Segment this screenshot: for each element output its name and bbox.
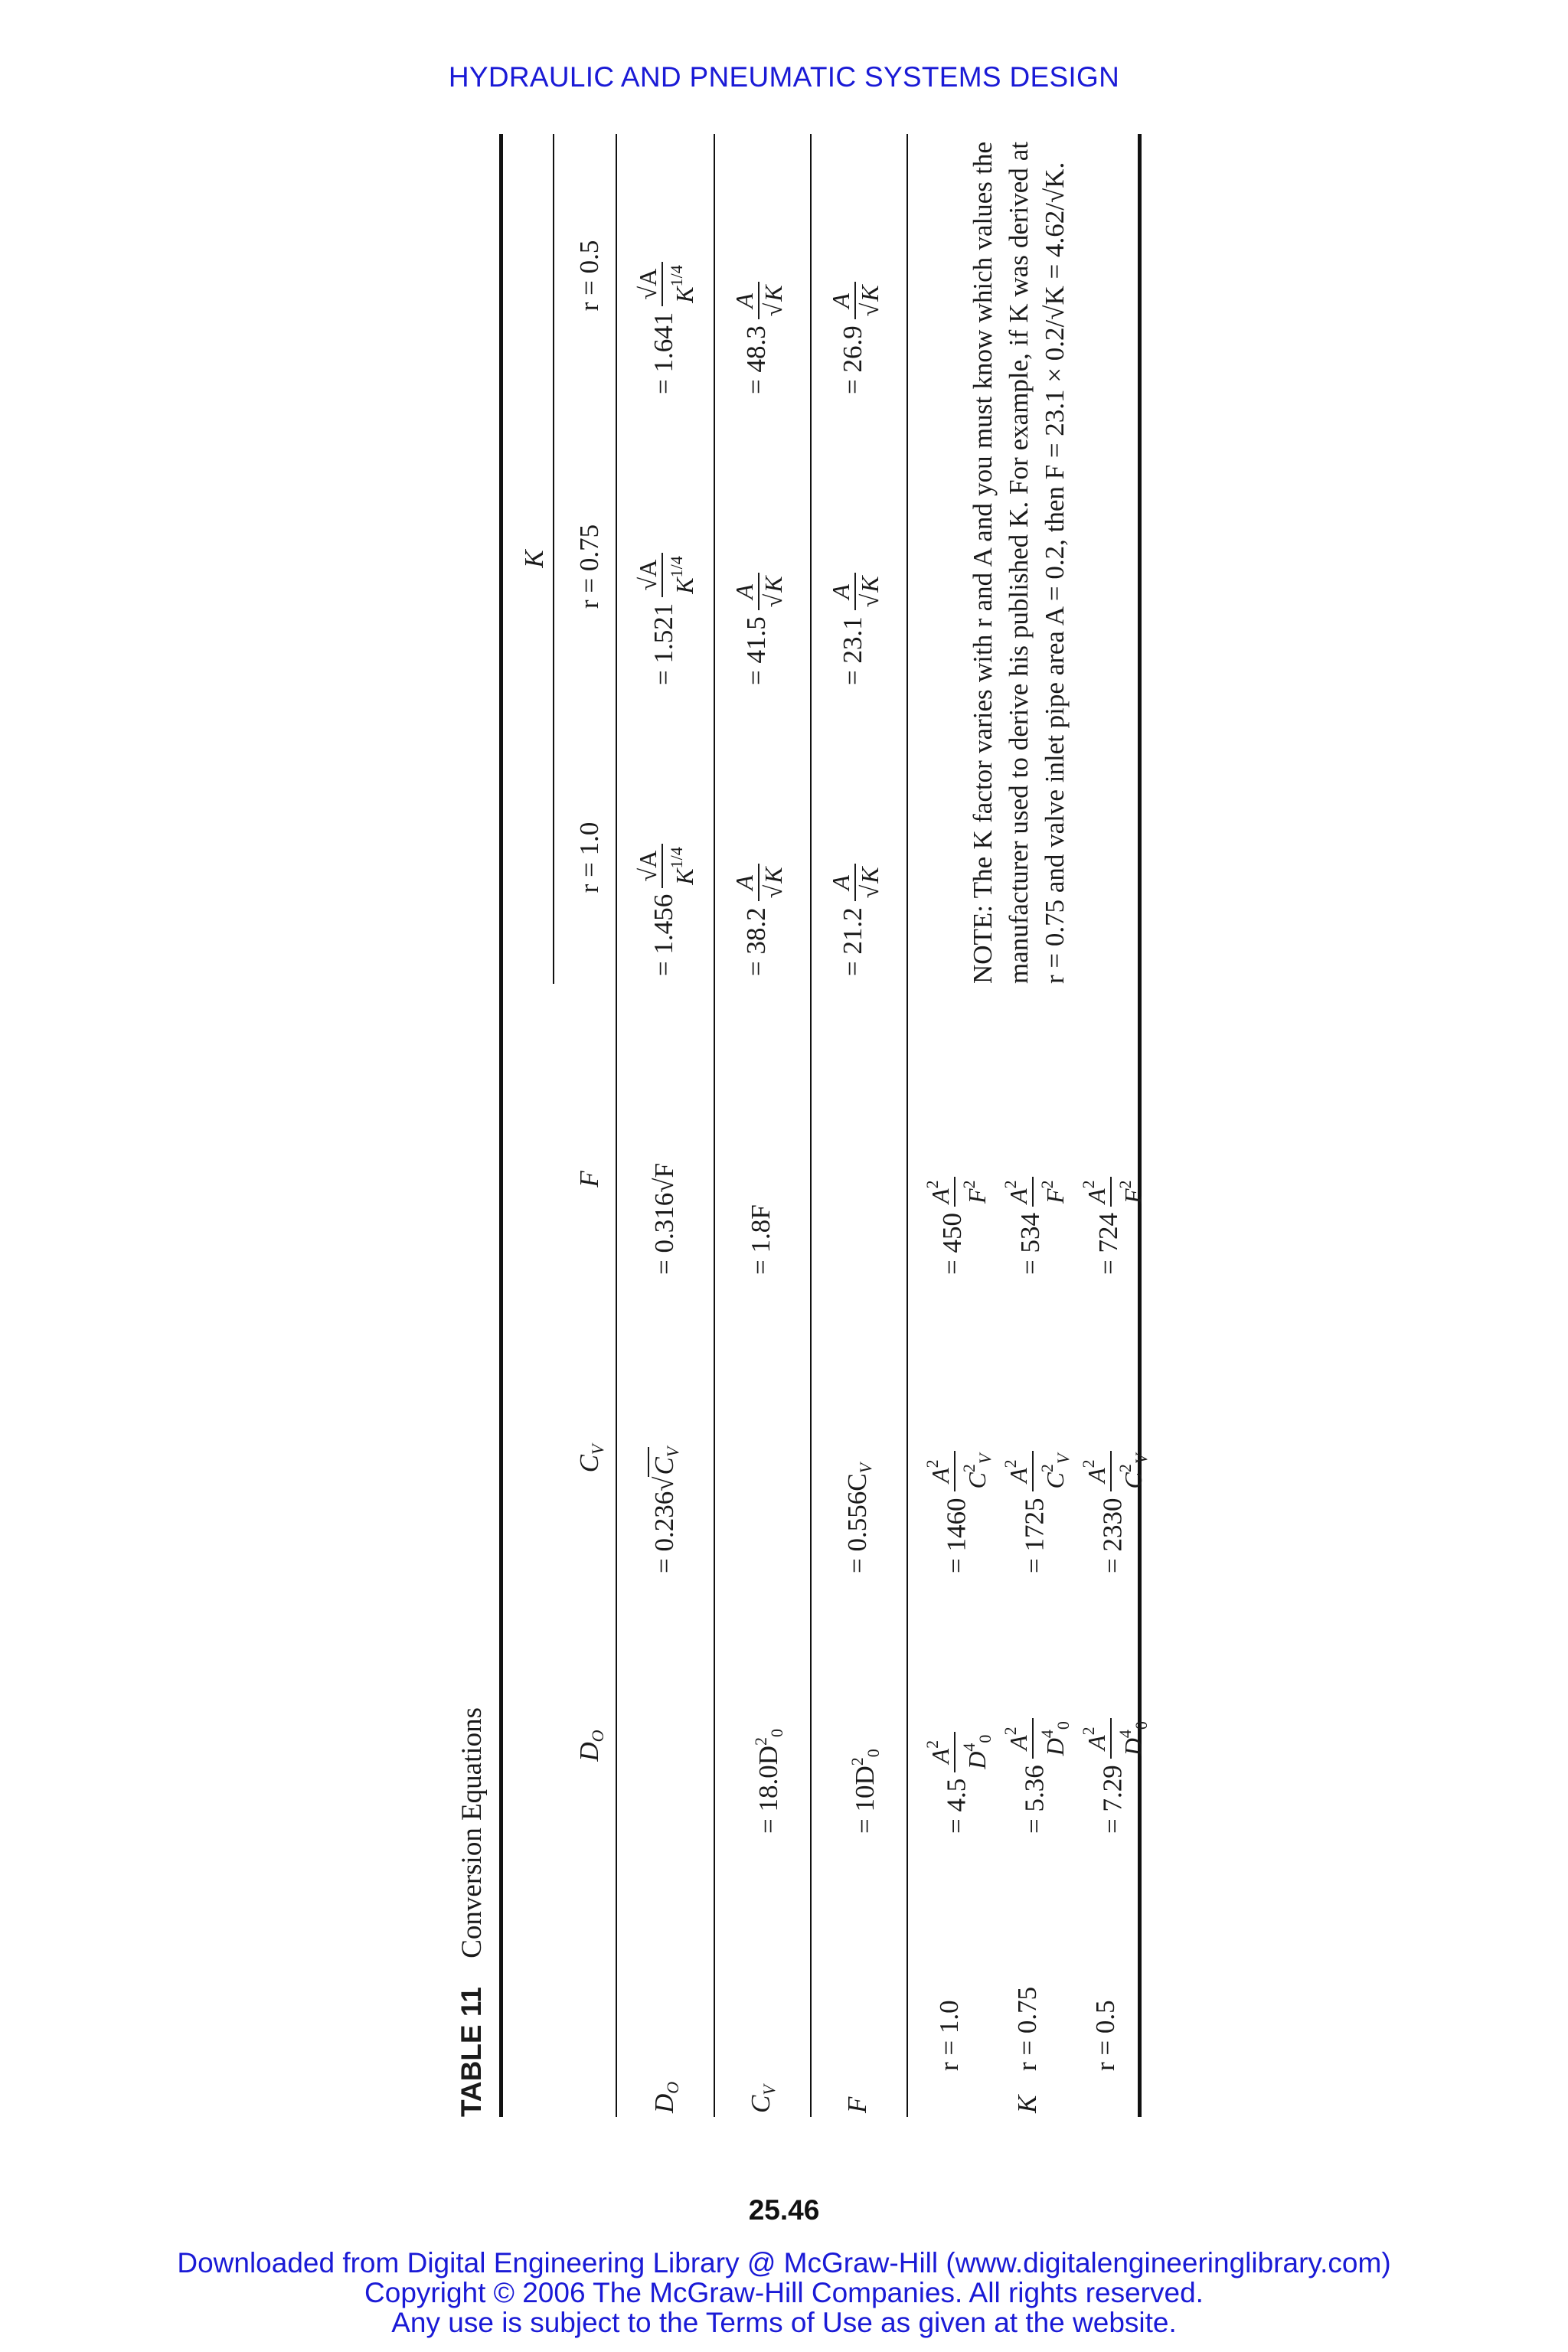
cell-cv-k-r05: = 48.3 A √K <box>730 282 787 394</box>
cell-k-r1-cv: = 1460 $A^2$ $C^2_V$ <box>919 1451 999 1573</box>
row-label-cv: $C_V$ <box>746 2085 779 2113</box>
row-label-f: F <box>842 2096 872 2113</box>
k-spanner-rule <box>553 134 554 984</box>
table-title: Conversion Equations <box>456 1707 488 1958</box>
footer-download-link[interactable]: Downloaded from Digital Engineering Library @ McGraw-Hill (www.digitalengineeringlibrary.com) <box>177 2247 1391 2278</box>
cell-cv-k-r075: = 41.5 A √K <box>730 573 787 685</box>
cell-do-k-r1: = 1.456 √A $K^{1/4}$ <box>634 844 698 976</box>
footer-copyright: Copyright © 2006 The McGraw-Hill Companies. All rights reserved. <box>364 2277 1204 2308</box>
cell-do-cv: = $0.236√C_V$ <box>649 1446 682 1573</box>
cell-k-r1-do: = 4.5 $A^2$ $D^4_0$ <box>919 1732 999 1834</box>
col-header-cv: $C_V$ <box>574 1444 607 1473</box>
cell-do-f: = 0.316√F <box>649 1163 679 1275</box>
row-label-k-r075: r = 0.75 <box>1012 1986 1042 2071</box>
cell-f-k-r05: = 26.9 A √K <box>827 282 884 394</box>
col-header-k-r05: r = 0.5 <box>574 240 604 312</box>
cell-f-k-r1: = 21.2 A √K <box>827 864 884 976</box>
conversion-table-block <box>444 134 1151 2117</box>
col-header-k-r1: r = 1.0 <box>574 822 604 893</box>
row-label-k-r1: r = 1.0 <box>934 2000 964 2071</box>
cell-cv-f: = 1.8F <box>746 1204 776 1275</box>
table-number: TABLE 11 <box>456 1987 487 2117</box>
cell-k-r075-cv: = 1725 $A^2$ $C^2_V$ <box>997 1451 1077 1573</box>
cell-k-r075-do: = 5.36 $A^2$ $D^4_0$ <box>997 1718 1077 1834</box>
table-caption <box>444 1707 499 2117</box>
cell-do-k-r05: = 1.641 √A $K^{1/4}$ <box>634 262 698 394</box>
col-header-k-r075: r = 0.75 <box>574 524 604 609</box>
col-header-do: $D_O$ <box>574 1730 607 1762</box>
footer <box>0 2248 1568 2337</box>
cell-f-k-r075: = 23.1 A √K <box>827 573 884 685</box>
cell-k-r075-f: = 534 $A^2$ $F^2$ <box>997 1177 1069 1275</box>
cell-cv-k-r1: = 38.2 A √K <box>730 864 787 976</box>
row-rule-1 <box>714 134 715 2117</box>
rotated-table <box>444 134 1151 2117</box>
col-header-f: F <box>574 1171 604 1187</box>
cell-f-do: = $10D^2_0$ <box>848 1749 883 1834</box>
row-label-do: $D_O$ <box>649 2081 682 2113</box>
row-rule-2 <box>810 134 812 2117</box>
page-number: 25.46 <box>748 2194 820 2226</box>
row-label-k: K <box>1012 2095 1042 2113</box>
col-header-k: K <box>519 550 549 568</box>
cell-f-cv: = $0.556C_V$ <box>842 1462 875 1573</box>
row-rule-3 <box>906 134 908 2117</box>
header-rule <box>616 134 617 2117</box>
cell-k-r05-cv: = 2330 $A^2$ $C^2_V$ <box>1075 1451 1155 1573</box>
cell-k-r05-f: = 724 $A^2$ $F^2$ <box>1075 1177 1147 1275</box>
cell-k-r05-do: = 7.29 $A^2$ $D^4_0$ <box>1075 1718 1155 1834</box>
table-note: NOTE: The K factor varies with r and A and you must know which values the manufacturer used to derive his published K. For example, if K was derived at r = 0.75 and valve inlet pipe area A = 0.2, then F = 23.1 × 0.2/√K = 4.62/√K. <box>968 142 1070 984</box>
cell-cv-do: = $18.0D^2_0$ <box>751 1728 786 1834</box>
cell-k-r1-f: = 450 $A^2$ $F^2$ <box>919 1177 991 1275</box>
row-label-k-r05: r = 0.5 <box>1090 2000 1120 2071</box>
cell-do-k-r075: = 1.521 √A $K^{1/4}$ <box>634 553 698 685</box>
running-title: HYDRAULIC AND PNEUMATIC SYSTEMS DESIGN <box>448 61 1120 93</box>
footer-terms: Any use is subject to the Terms of Use as given at the website. <box>391 2307 1177 2338</box>
top-rule <box>499 134 503 2117</box>
